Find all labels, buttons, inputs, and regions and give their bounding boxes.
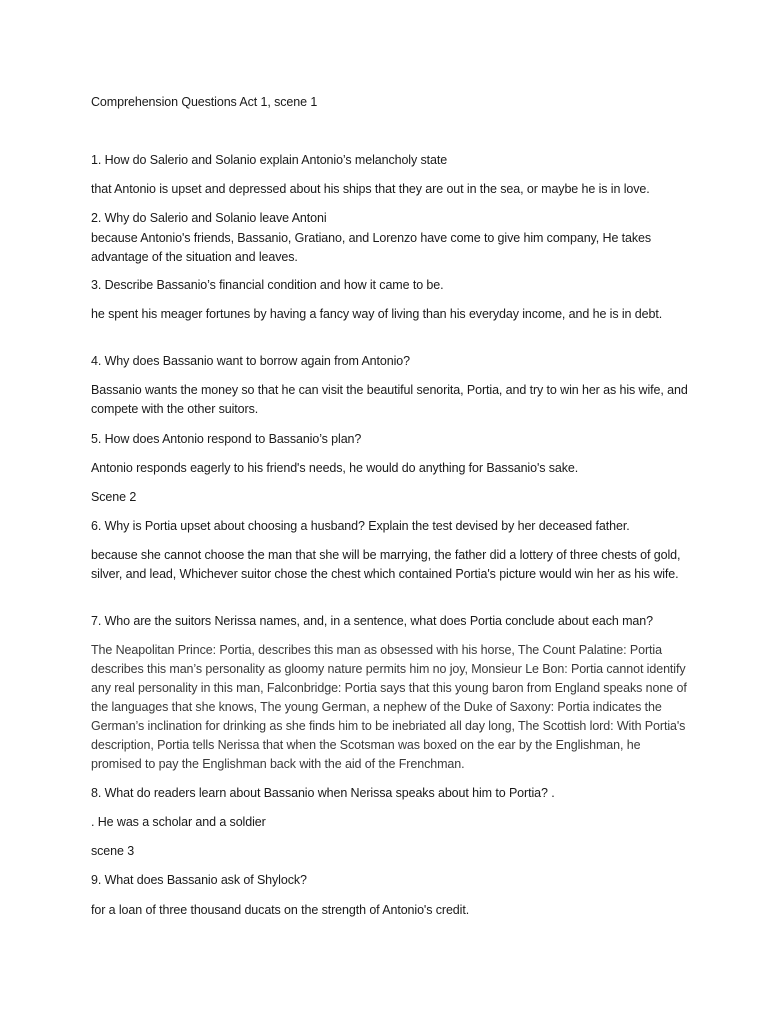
answer-3: he spent his meager fortunes by having a fancy way of living than his everyday income, and he is in debt. — [91, 307, 663, 321]
answer-5: Antonio responds eagerly to his friend's needs, he would do anything for Bassanio's sake. — [91, 461, 579, 475]
question-4: 4. Why does Bassanio want to borrow again from Antonio? — [91, 354, 410, 368]
answer-1: that Antonio is upset and depressed about his ships that they are out in the sea, or maybe he is in love. — [91, 182, 650, 196]
answer-8: . He was a scholar and a soldier — [91, 815, 266, 829]
question-7: 7. Who are the suitors Nerissa names, and, in a sentence, what does Portia conclude about each man? — [91, 614, 653, 628]
question-1: 1. How do Salerio and Solanio explain Antonio’s melancholy state — [91, 153, 448, 167]
scene-2-heading: Scene 2 — [91, 490, 137, 504]
answer-7: The Neapolitan Prince: Portia, describes this man as obsessed with his horse, The Count Palatine: Portia describes this man’s personality as gloomy nature permits him no joy, Monsieur Le Bon: Portia cannot identify any real personality in this man, Falconbridge: Portia says that this young baron from England speaks none of the languages that she knows, The young German, a nephew of the Duke of Saxony: Portia indicates the German’s inclination for drinking as she finds him to be inebriated all day long, The Scottish lord: With Portia's description, Portia tells Nerissa that when the Scotsman was boxed on the ear by the Englishman, he promised to pay the Englishman back with the aid of the Frenchman. — [91, 643, 687, 771]
scene-3-heading: scene 3 — [91, 844, 135, 858]
question-3: 3. Describe Bassanio’s financial condition and how it came to be. — [91, 278, 444, 292]
question-9: 9. What does Bassanio ask of Shylock? — [91, 873, 307, 887]
question-8: 8. What do readers learn about Bassanio when Nerissa speaks about him to Portia? . — [91, 786, 555, 800]
answer-6: because she cannot choose the man that she will be marrying, the father did a lottery of three chests of gold, silver, and lead, Whichever suitor chose the chest which contained Portia's picture would win her as his wife. — [91, 548, 681, 581]
question-6: 6. Why is Portia upset about choosing a husband? Explain the test devised by her deceased father. — [91, 519, 630, 533]
answer-4: Bassanio wants the money so that he can visit the beautiful senorita, Portia, and try to win her as his wife, and compete with the other suitors. — [91, 383, 688, 416]
answer-2: because Antonio's friends, Bassanio, Gratiano, and Lorenzo have come to give him company, He takes advantage of the situation and leaves. — [91, 231, 652, 264]
document-title: Comprehension Questions Act 1, scene 1 — [91, 95, 318, 109]
question-5: 5. How does Antonio respond to Bassanio’s plan? — [91, 432, 362, 446]
answer-9: for a loan of three thousand ducats on the strength of Antonio's credit. — [91, 903, 470, 917]
question-2: 2. Why do Salerio and Solanio leave Antoni — [91, 211, 327, 225]
